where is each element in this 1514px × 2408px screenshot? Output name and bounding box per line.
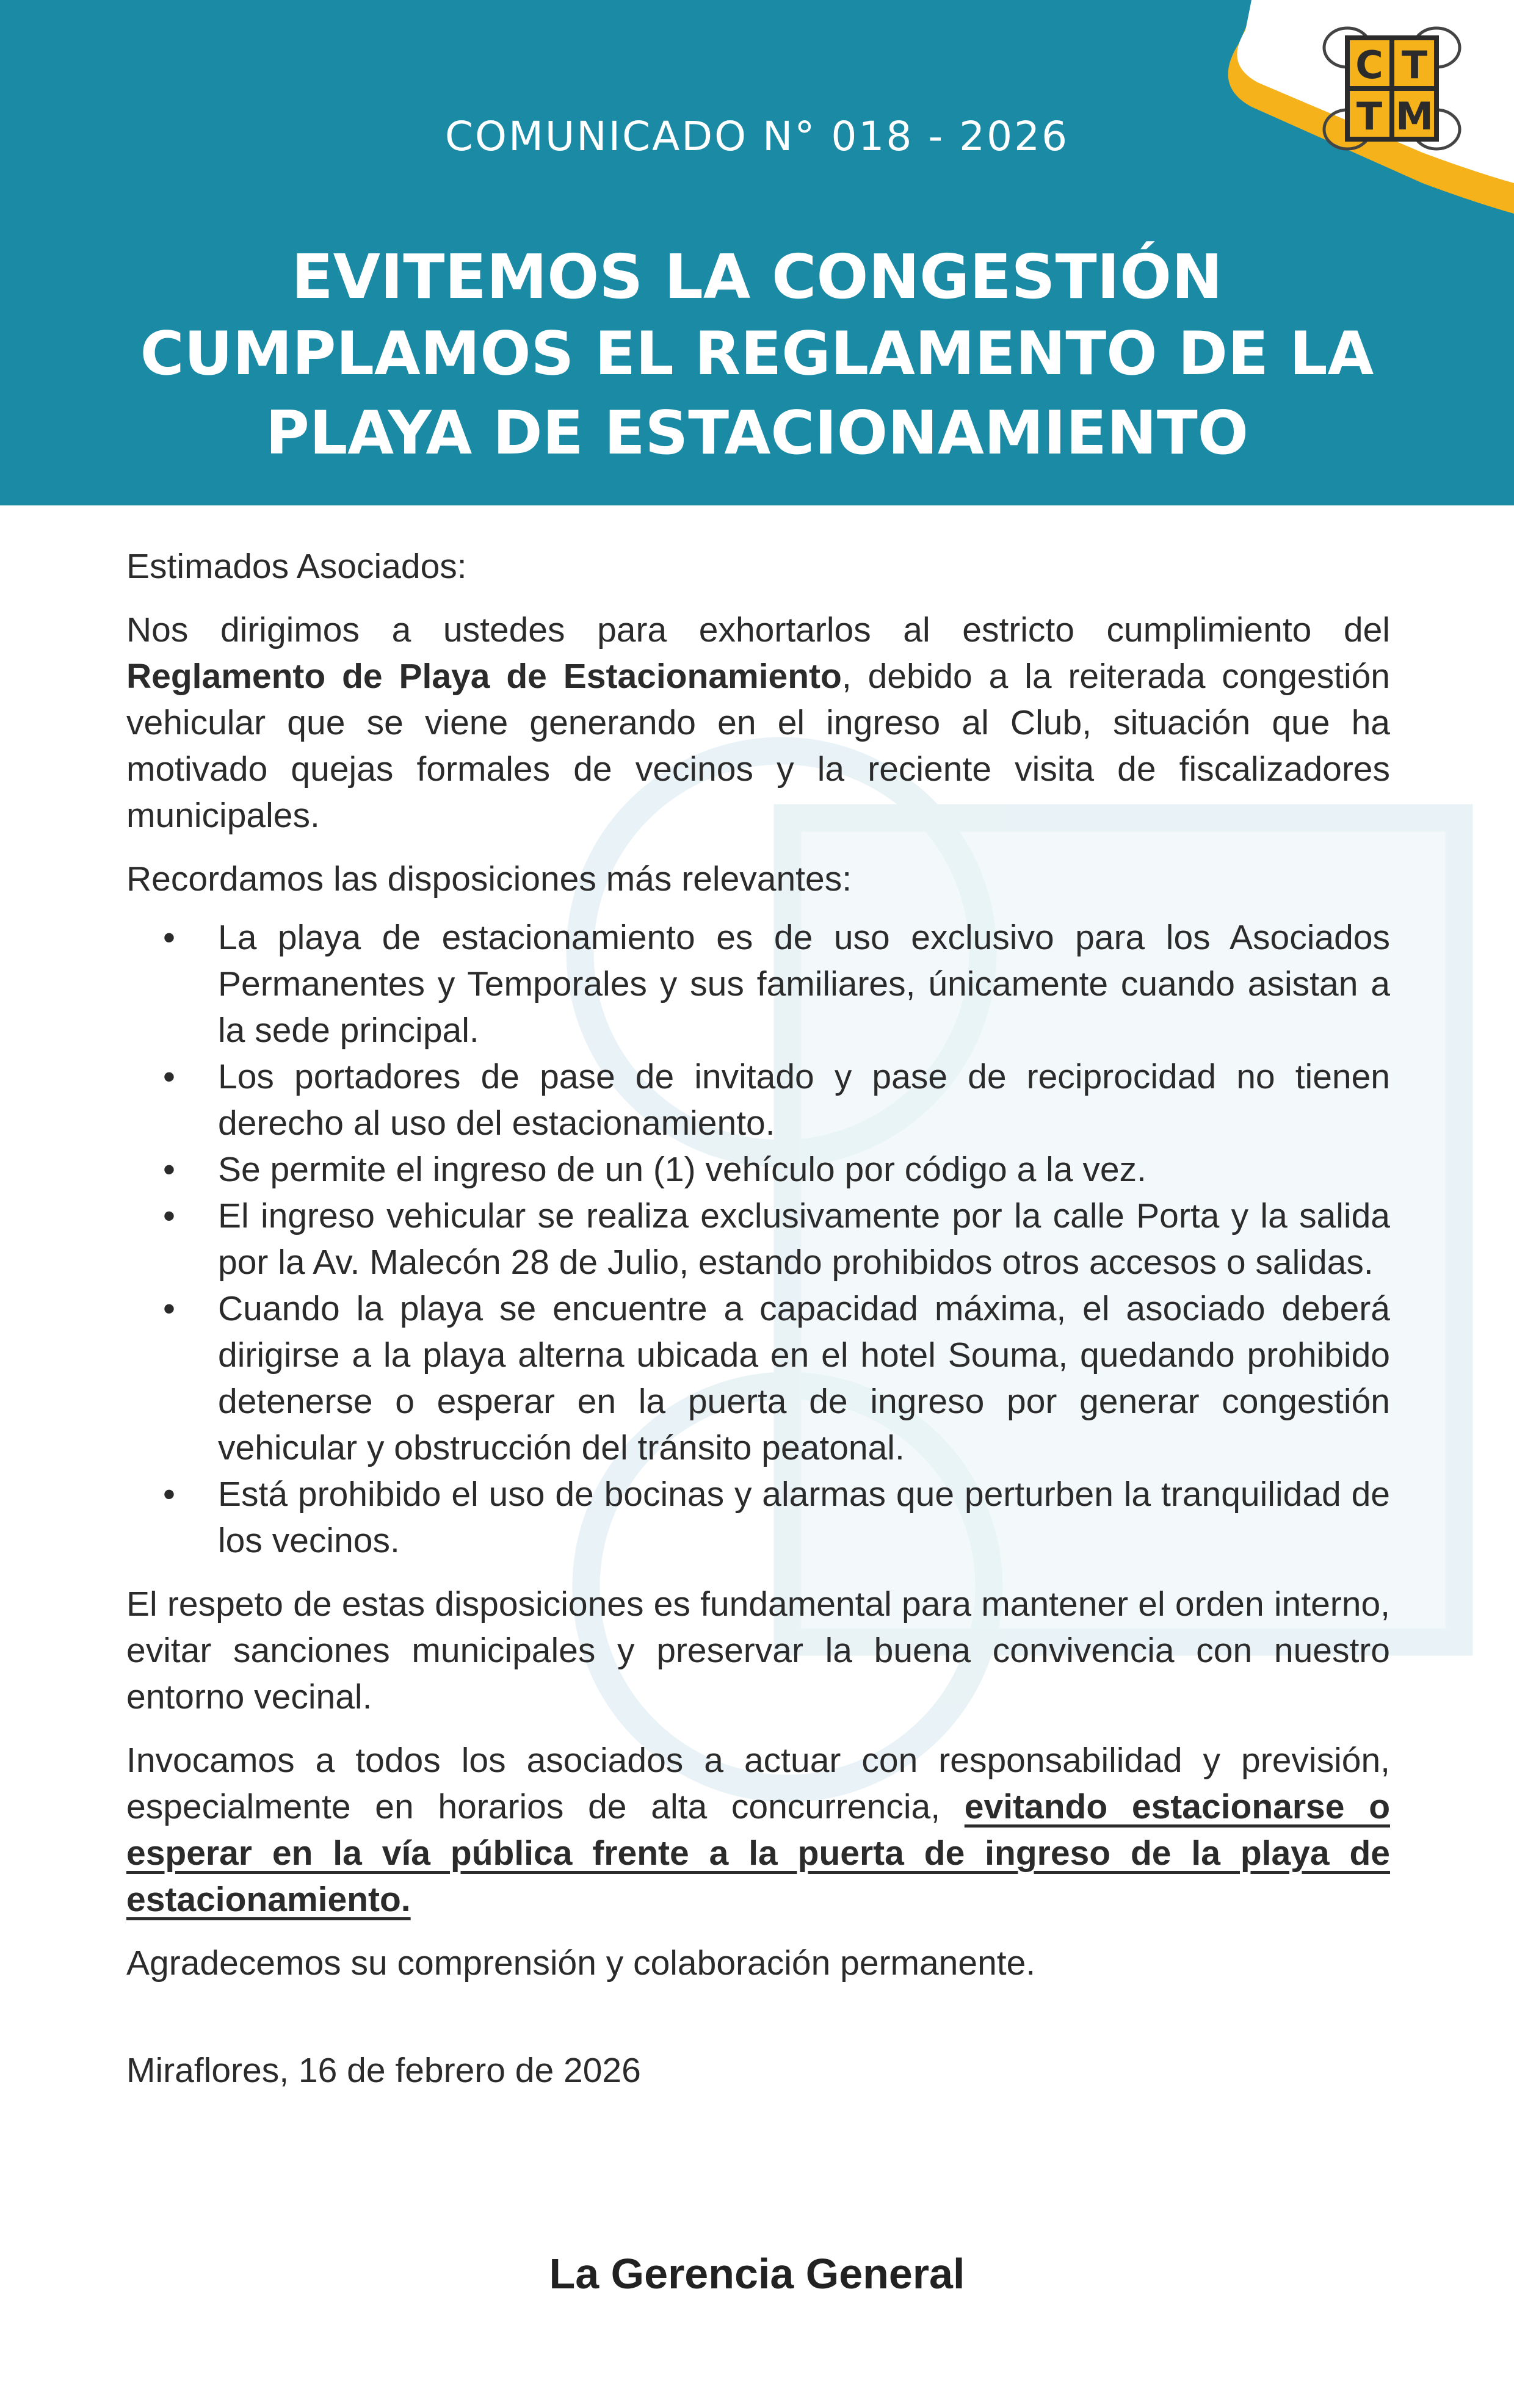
list-item-text: Está prohibido el uso de bocinas y alarmas que perturben la tranquilidad de los vecinos. <box>218 1475 1390 1560</box>
invoke-text: Invocamos a todos los asociados a actuar con responsabilidad y previsión, especialmente en horarios de alta concurrencia, <box>126 1741 1390 1826</box>
list-item-text: Cuando la playa se encuentre a capacidad máxima, el asociado deberá dirigirse a la playa alterna ubicada en el hotel Souma, quedando prohibido detenerse o esperar en la puerta de ingreso por generar congestión vehicular y obstrucción del tránsito peatonal. <box>218 1289 1390 1467</box>
intro-paragraph <box>126 607 1390 839</box>
bullet-icon: • <box>163 1475 175 1514</box>
list-item <box>126 1471 1390 1564</box>
list-item <box>126 1285 1390 1471</box>
subheadline-line-2: PLAYA DE ESTACIONAMIENTO <box>266 399 1248 468</box>
logo-letter-c: C <box>1355 43 1383 87</box>
list-item-text: Los portadores de pase de invitado y pase de reciprocidad no tienen derecho al uso del estacionamiento. <box>218 1057 1390 1143</box>
bullet-icon: • <box>163 918 175 957</box>
headline: EVITEMOS LA CONGESTIÓN <box>291 241 1223 313</box>
list-item <box>126 1146 1390 1193</box>
list-item <box>126 1193 1390 1285</box>
list-item <box>126 1054 1390 1146</box>
list-item-text: La playa de estacionamiento es de uso exclusivo para los Asociados Permanentes y Temporales y sus familiares, únicamente cuando asistan a la sede principal. <box>218 918 1390 1050</box>
logo-letter-t2: T <box>1356 94 1383 139</box>
signature: La Gerencia General <box>549 2250 965 2298</box>
intro-bold-text: Reglamento de Playa de Estacionamiento <box>126 657 842 696</box>
bullet-icon: • <box>163 1057 175 1096</box>
logo-letter-t1: T <box>1401 43 1428 87</box>
respect-paragraph: El respeto de estas disposiciones es fundamental para mantener el orden interno, evitar sanciones municipales y preservar la buena convivencia con nuestro entorno vecinal. <box>126 1585 1390 1716</box>
logo-letter-m: M <box>1396 94 1433 139</box>
invoke-paragraph <box>126 1737 1390 1923</box>
bullet-icon: • <box>163 1150 175 1189</box>
bullet-icon: • <box>163 1196 175 1235</box>
letter-body <box>126 543 1390 2094</box>
recall-text: Recordamos las disposiciones más relevantes: <box>126 859 852 898</box>
intro-text-2: , debido a la reiterada congestión vehicular que se viene generando en el ingreso al Club, situación que ha motivado quejas formales de vecinos y la reciente visita de fiscalizadores municipales. <box>126 657 1391 835</box>
place-date: Miraflores, 16 de febrero de 2026 <box>126 2051 641 2090</box>
list-item <box>126 914 1390 1054</box>
invoke-underlined-text: evitando estacionarse o esperar en la vía pública frente a la puerta de ingreso de la playa de estacionamiento. <box>126 1787 1391 1919</box>
thanks-text: Agradecemos su comprensión y colaboración permanente. <box>126 1943 1036 1983</box>
subheadline-line-1: CUMPLAMOS EL REGLAMENTO DE LA <box>140 319 1374 389</box>
disposiciones-list <box>126 914 1390 1564</box>
intro-text-1: Nos dirigimos a ustedes para exhortarlos al estricto cumplimiento del <box>126 610 1390 649</box>
comunicado-number: COMUNICADO N° 018 - 2026 <box>444 113 1070 160</box>
list-item-text: El ingreso vehicular se realiza exclusivamente por la calle Porta y la salida por la Av. Malecón 28 de Julio, estando prohibidos otros accesos o salidas. <box>218 1196 1390 1282</box>
list-item-text: Se permite el ingreso de un (1) vehículo por código a la vez. <box>218 1150 1146 1189</box>
bullet-icon: • <box>163 1289 175 1328</box>
greeting: Estimados Asociados: <box>126 547 467 586</box>
